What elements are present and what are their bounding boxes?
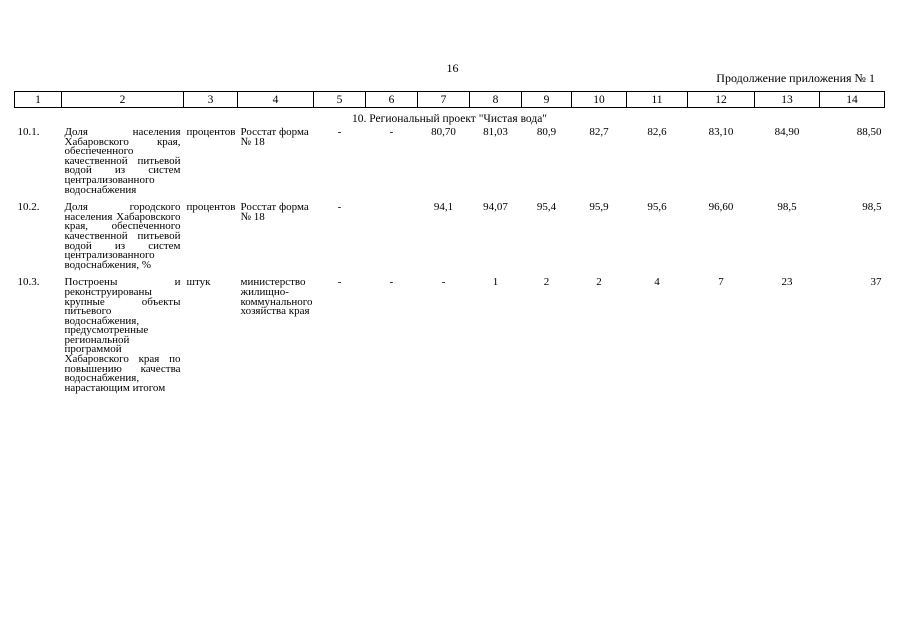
section-title: 10. Региональный проект "Чистая вода" (352, 113, 547, 125)
value-cell: 2 (543, 276, 550, 289)
column-header: 5 (314, 92, 366, 108)
value-cell: - (337, 276, 342, 289)
value-cell: 82,6 (647, 126, 667, 138)
value-cell: - (441, 276, 446, 289)
value-cell: - (389, 276, 394, 289)
indicator-name: Доля городского населения Хабаровского края, обеспеченного качественной питьевой водой из систем централизованного водоснабжения, % (64, 201, 181, 271)
column-header: 7 (418, 92, 470, 108)
unit-cell: штук (186, 276, 211, 289)
value-cell: 95,4 (536, 201, 557, 214)
value-cell: 2 (596, 276, 602, 289)
value-cell: 81,03 (483, 126, 508, 138)
column-header: 14 (820, 92, 885, 108)
value-cell: 95,9 (589, 201, 609, 214)
unit-cell: процентов (186, 201, 236, 214)
unit-cell: процентов (186, 126, 236, 138)
value-cell: 1 (492, 276, 499, 289)
value-cell: 96,60 (708, 201, 734, 214)
source-cell: Росстат форма № 18 (240, 126, 309, 148)
section-row (15, 108, 885, 128)
value-cell: 88,50 (856, 126, 882, 138)
column-header: 13 (755, 92, 820, 108)
column-header: 8 (470, 92, 522, 108)
header-row (15, 92, 885, 108)
source-cell: Росстат форма № 18 (240, 201, 309, 223)
table-row (15, 202, 885, 270)
value-cell: 4 (654, 276, 660, 289)
column-header: 9 (522, 92, 572, 108)
column-header: 6 (366, 92, 418, 108)
value-cell: 82,7 (589, 126, 609, 138)
value-cell: - (337, 201, 342, 214)
column-header: 10 (572, 92, 627, 108)
page-number: 16 (446, 61, 459, 75)
value-cell: - (337, 126, 342, 138)
value-cell: 84,90 (774, 126, 800, 138)
value-cell: 98,5 (862, 201, 882, 214)
indicator-name: Доля населения Хабаровского края, обеспеченного качественной питьевой водой из систем централизованного водоснабжения (64, 126, 181, 196)
column-header: 4 (238, 92, 314, 108)
column-header: 11 (627, 92, 688, 108)
column-header: 1 (15, 92, 62, 108)
value-cell (366, 202, 418, 270)
indicators-table (14, 91, 885, 393)
value-cell: 80,9 (536, 126, 557, 138)
value-cell: - (389, 126, 394, 138)
source-cell: министерство жилищно-коммунального хозяйства края (240, 276, 313, 318)
indicator-name: Построены и реконструированы крупные объекты питьевого водоснабжения, предусмотренные региональной программой Хабаровского края по повышению качества водоснабжения, нарастающим итогом (64, 276, 181, 394)
value-cell: 83,10 (708, 126, 734, 138)
column-header: 2 (62, 92, 184, 108)
value-cell: 95,6 (647, 201, 667, 214)
table-row (15, 277, 885, 393)
row-number: 10.1. (17, 126, 40, 138)
continuation-label: Продолжение приложения № 1 (716, 71, 875, 85)
table-row (15, 127, 885, 195)
row-number: 10.3. (17, 276, 40, 289)
value-cell: 94,07 (483, 201, 508, 214)
value-cell: 23 (781, 276, 793, 289)
value-cell: 94,1 (433, 201, 454, 214)
value-cell: 98,5 (777, 201, 797, 214)
column-header: 12 (688, 92, 755, 108)
value-cell: 7 (718, 276, 724, 289)
column-header: 3 (184, 92, 238, 108)
value-cell: 80,70 (431, 126, 456, 138)
row-number: 10.2. (17, 201, 40, 214)
value-cell: 37 (870, 276, 882, 289)
